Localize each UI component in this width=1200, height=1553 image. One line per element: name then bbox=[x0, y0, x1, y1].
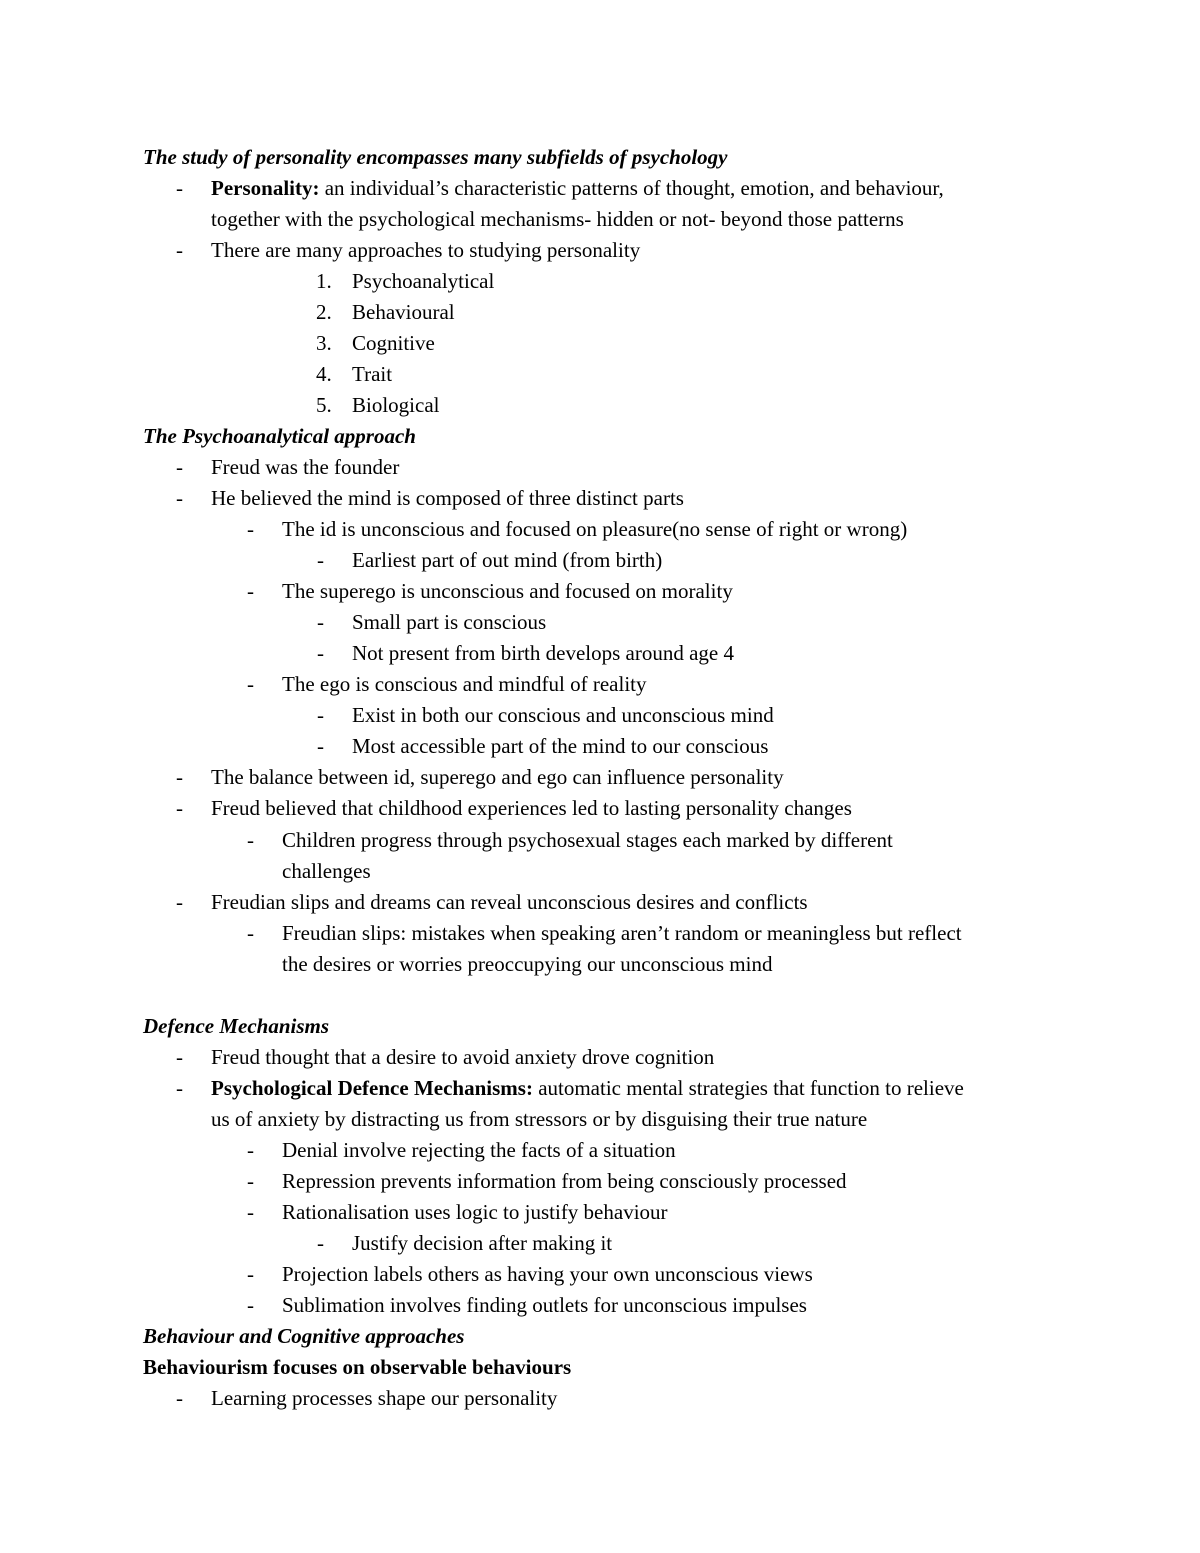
bullet-approaches-intro: There are many approaches to studying personality bbox=[211, 238, 641, 262]
bullet-item: Children progress through psychosexual stages each marked by different bbox=[282, 828, 893, 852]
bullet-marker: - bbox=[247, 1169, 254, 1193]
bullet-marker: - bbox=[176, 455, 183, 479]
bullet-item: Freud was the founder bbox=[211, 455, 400, 479]
bullet-item: The superego is unconscious and focused on morality bbox=[282, 579, 733, 603]
bullet-item: Repression prevents information from being consciously processed bbox=[282, 1169, 847, 1193]
bullet-marker: - bbox=[176, 238, 183, 262]
bullet-marker: - bbox=[176, 1386, 183, 1410]
approach-item: Cognitive bbox=[352, 331, 435, 355]
definition-text: automatic mental strategies that function to relieve bbox=[532, 1076, 964, 1100]
bullet-item: The id is unconscious and focused on pleasure(no sense of right or wrong) bbox=[282, 517, 908, 541]
list-number: 3. bbox=[316, 331, 332, 355]
bullet-item: Justify decision after making it bbox=[352, 1231, 613, 1255]
bullet-item: Rationalisation uses logic to justify behaviour bbox=[282, 1200, 668, 1224]
bullet-marker: - bbox=[317, 610, 324, 634]
bullet-item: Earliest part of out mind (from birth) bbox=[352, 548, 663, 572]
subheading-behaviourism: Behaviourism focuses on observable behaviours bbox=[143, 1355, 572, 1379]
bullet-item-continued: the desires or worries preoccupying our unconscious mind bbox=[282, 952, 773, 976]
approach-item: Trait bbox=[352, 362, 393, 386]
bullet-item: Freud believed that childhood experiences led to lasting personality changes bbox=[211, 796, 852, 820]
bullet-item: He believed the mind is composed of three distinct parts bbox=[211, 486, 684, 510]
definition-text-continued: together with the psychological mechanisms- hidden or not- beyond those patterns bbox=[211, 207, 904, 231]
bullet-marker: - bbox=[176, 796, 183, 820]
list-number: 4. bbox=[316, 362, 332, 386]
bullet-marker: - bbox=[247, 672, 254, 696]
definition-text: an individual’s characteristic patterns of thought, emotion, and behaviour, bbox=[319, 176, 944, 200]
bullet-item: The balance between id, superego and ego can influence personality bbox=[211, 765, 784, 789]
bullet-marker: - bbox=[247, 1138, 254, 1162]
bullet-marker: - bbox=[247, 1200, 254, 1224]
bullet-marker: - bbox=[176, 1076, 183, 1100]
bullet-item: Learning processes shape our personality bbox=[211, 1386, 558, 1410]
bullet-marker: - bbox=[247, 579, 254, 603]
bullet-item: Not present from birth develops around age 4 bbox=[352, 641, 734, 665]
bullet-marker: - bbox=[176, 765, 183, 789]
bullet-marker: - bbox=[247, 1293, 254, 1317]
list-number: 2. bbox=[316, 300, 332, 324]
bullet-marker: - bbox=[317, 548, 324, 572]
bullet-marker: - bbox=[317, 734, 324, 758]
bullet-item: Small part is conscious bbox=[352, 610, 547, 634]
bullet-item: Exist in both our conscious and unconscious mind bbox=[352, 703, 774, 727]
bullet-marker: - bbox=[176, 1045, 183, 1069]
approach-item: Behavioural bbox=[352, 300, 455, 324]
approach-item: Biological bbox=[352, 393, 440, 417]
bullet-marker: - bbox=[176, 890, 183, 914]
bullet-defence-definition bbox=[211, 1074, 964, 1102]
section-heading-personality: The study of personality encompasses many subfields of psychology bbox=[143, 145, 728, 169]
bullet-item: Freudian slips and dreams can reveal unconscious desires and conflicts bbox=[211, 890, 808, 914]
bullet-marker: - bbox=[317, 1231, 324, 1255]
bullet-marker: - bbox=[176, 176, 183, 200]
bullet-marker: - bbox=[247, 921, 254, 945]
bullet-marker: - bbox=[176, 486, 183, 510]
bullet-item: Denial involve rejecting the facts of a situation bbox=[282, 1138, 676, 1162]
bullet-item: Most accessible part of the mind to our conscious bbox=[352, 734, 769, 758]
term-personality: Personality: bbox=[211, 176, 320, 200]
bullet-item: Freudian slips: mistakes when speaking aren’t random or meaningless but reflect bbox=[282, 921, 962, 945]
bullet-marker: - bbox=[247, 828, 254, 852]
bullet-item-continued: challenges bbox=[282, 859, 371, 883]
bullet-personality-definition bbox=[211, 174, 944, 202]
bullet-item: Projection labels others as having your own unconscious views bbox=[282, 1262, 813, 1286]
bullet-item: Freud thought that a desire to avoid anxiety drove cognition bbox=[211, 1045, 715, 1069]
bullet-marker: - bbox=[247, 1262, 254, 1286]
bullet-marker: - bbox=[317, 703, 324, 727]
bullet-marker: - bbox=[317, 641, 324, 665]
section-heading-defence: Defence Mechanisms bbox=[143, 1014, 330, 1038]
bullet-item: The ego is conscious and mindful of reality bbox=[282, 672, 647, 696]
list-number: 5. bbox=[316, 393, 332, 417]
section-heading-behaviour: Behaviour and Cognitive approaches bbox=[143, 1324, 465, 1348]
definition-text-continued: us of anxiety by distracting us from stressors or by disguising their true nature bbox=[211, 1107, 868, 1131]
bullet-marker: - bbox=[247, 517, 254, 541]
section-heading-psychoanalytical: The Psychoanalytical approach bbox=[143, 424, 416, 448]
bullet-item: Sublimation involves finding outlets for unconscious impulses bbox=[282, 1293, 807, 1317]
approach-item: Psychoanalytical bbox=[352, 269, 495, 293]
term-defence-mechanisms: Psychological Defence Mechanisms: bbox=[211, 1076, 533, 1100]
list-number: 1. bbox=[316, 269, 332, 293]
